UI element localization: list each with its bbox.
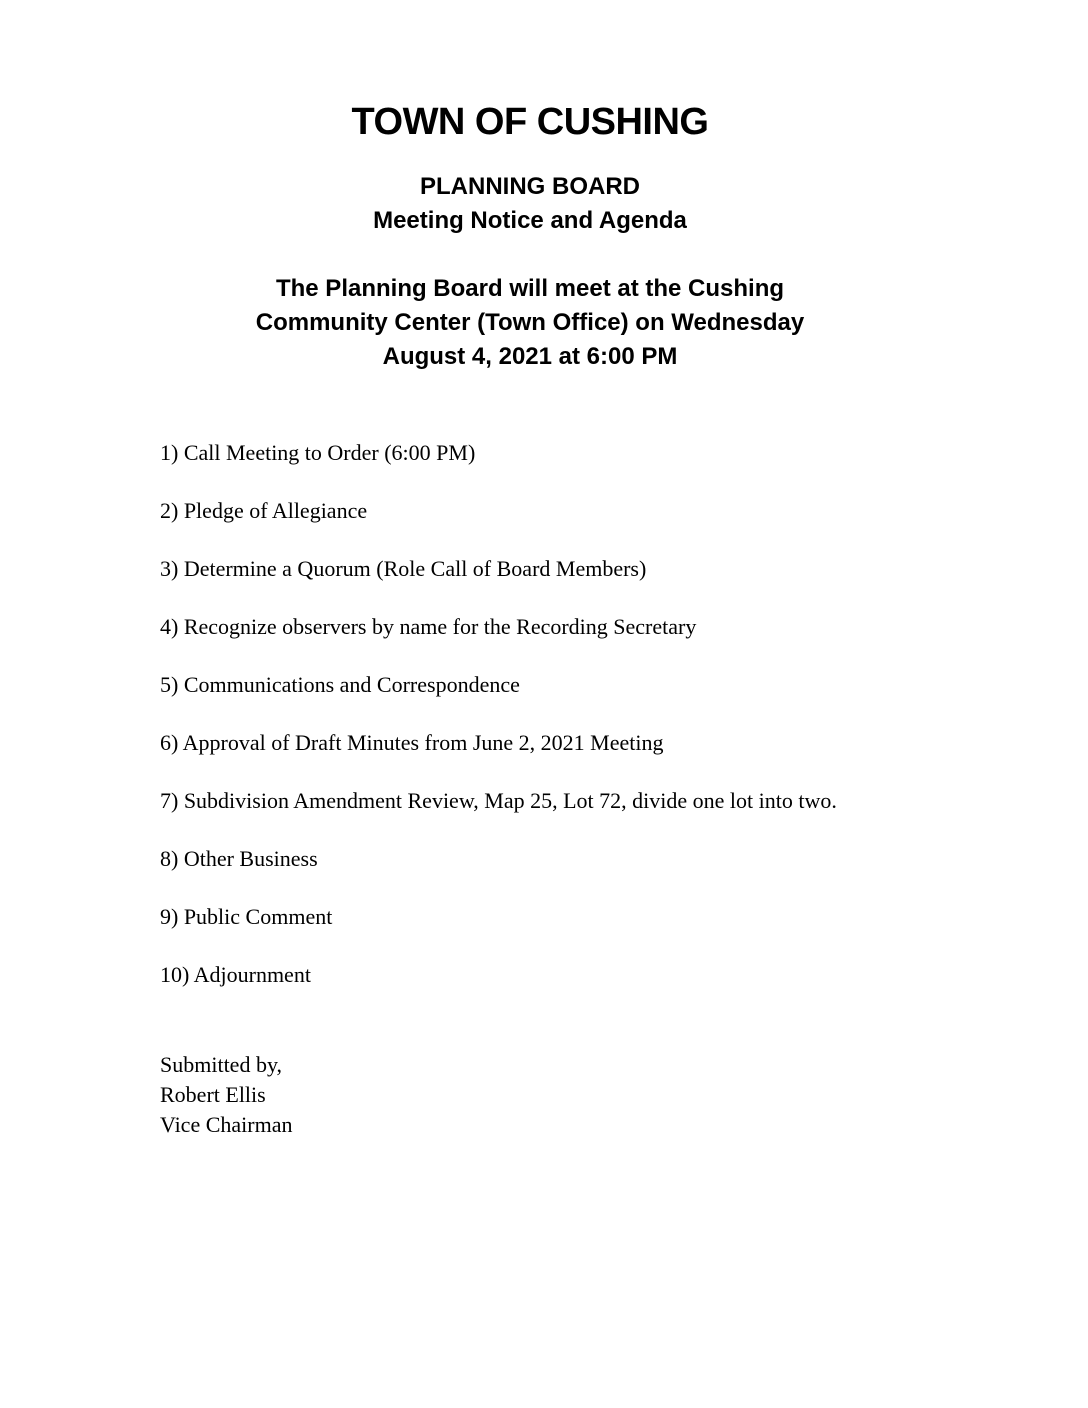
agenda-item: 7) Subdivision Amendment Review, Map 25, Lot 72, divide one lot into two. (160, 788, 837, 813)
agenda-item: 4) Recognize observers by name for the Recording Secretary (160, 614, 697, 639)
agenda-item: 10) Adjournment (160, 962, 311, 987)
agenda-item: 5) Communications and Correspondence (160, 672, 520, 697)
document-title: TOWN OF CUSHING (351, 101, 709, 143)
signature-block (160, 1050, 292, 1140)
agenda-item: 1) Call Meeting to Order (6:00 PM) (160, 440, 476, 465)
agenda-item: 6) Approval of Draft Minutes from June 2, 2021 Meeting (160, 730, 664, 755)
agenda-item: 3) Determine a Quorum (Role Call of Board Members) (160, 556, 647, 581)
meeting-statement (0, 272, 1060, 374)
submitted-by-label: Submitted by, (160, 1052, 283, 1077)
document-subheading (0, 170, 1060, 238)
signer-role: Vice Chairman (160, 1112, 293, 1137)
notice-heading: Meeting Notice and Agenda (373, 207, 687, 234)
signer-name: Robert Ellis (160, 1082, 266, 1107)
agenda-list (160, 438, 880, 1018)
meeting-statement-line: Community Center (Town Office) on Wednesday (255, 309, 805, 336)
meeting-statement-line: The Planning Board will meet at the Cushing (275, 275, 785, 302)
agenda-item: 2) Pledge of Allegiance (160, 498, 368, 523)
agenda-item: 9) Public Comment (160, 904, 333, 929)
meeting-statement-line: August 4, 2021 at 6:00 PM (382, 343, 678, 370)
agenda-item: 8) Other Business (160, 846, 318, 871)
board-name: PLANNING BOARD (420, 173, 640, 200)
